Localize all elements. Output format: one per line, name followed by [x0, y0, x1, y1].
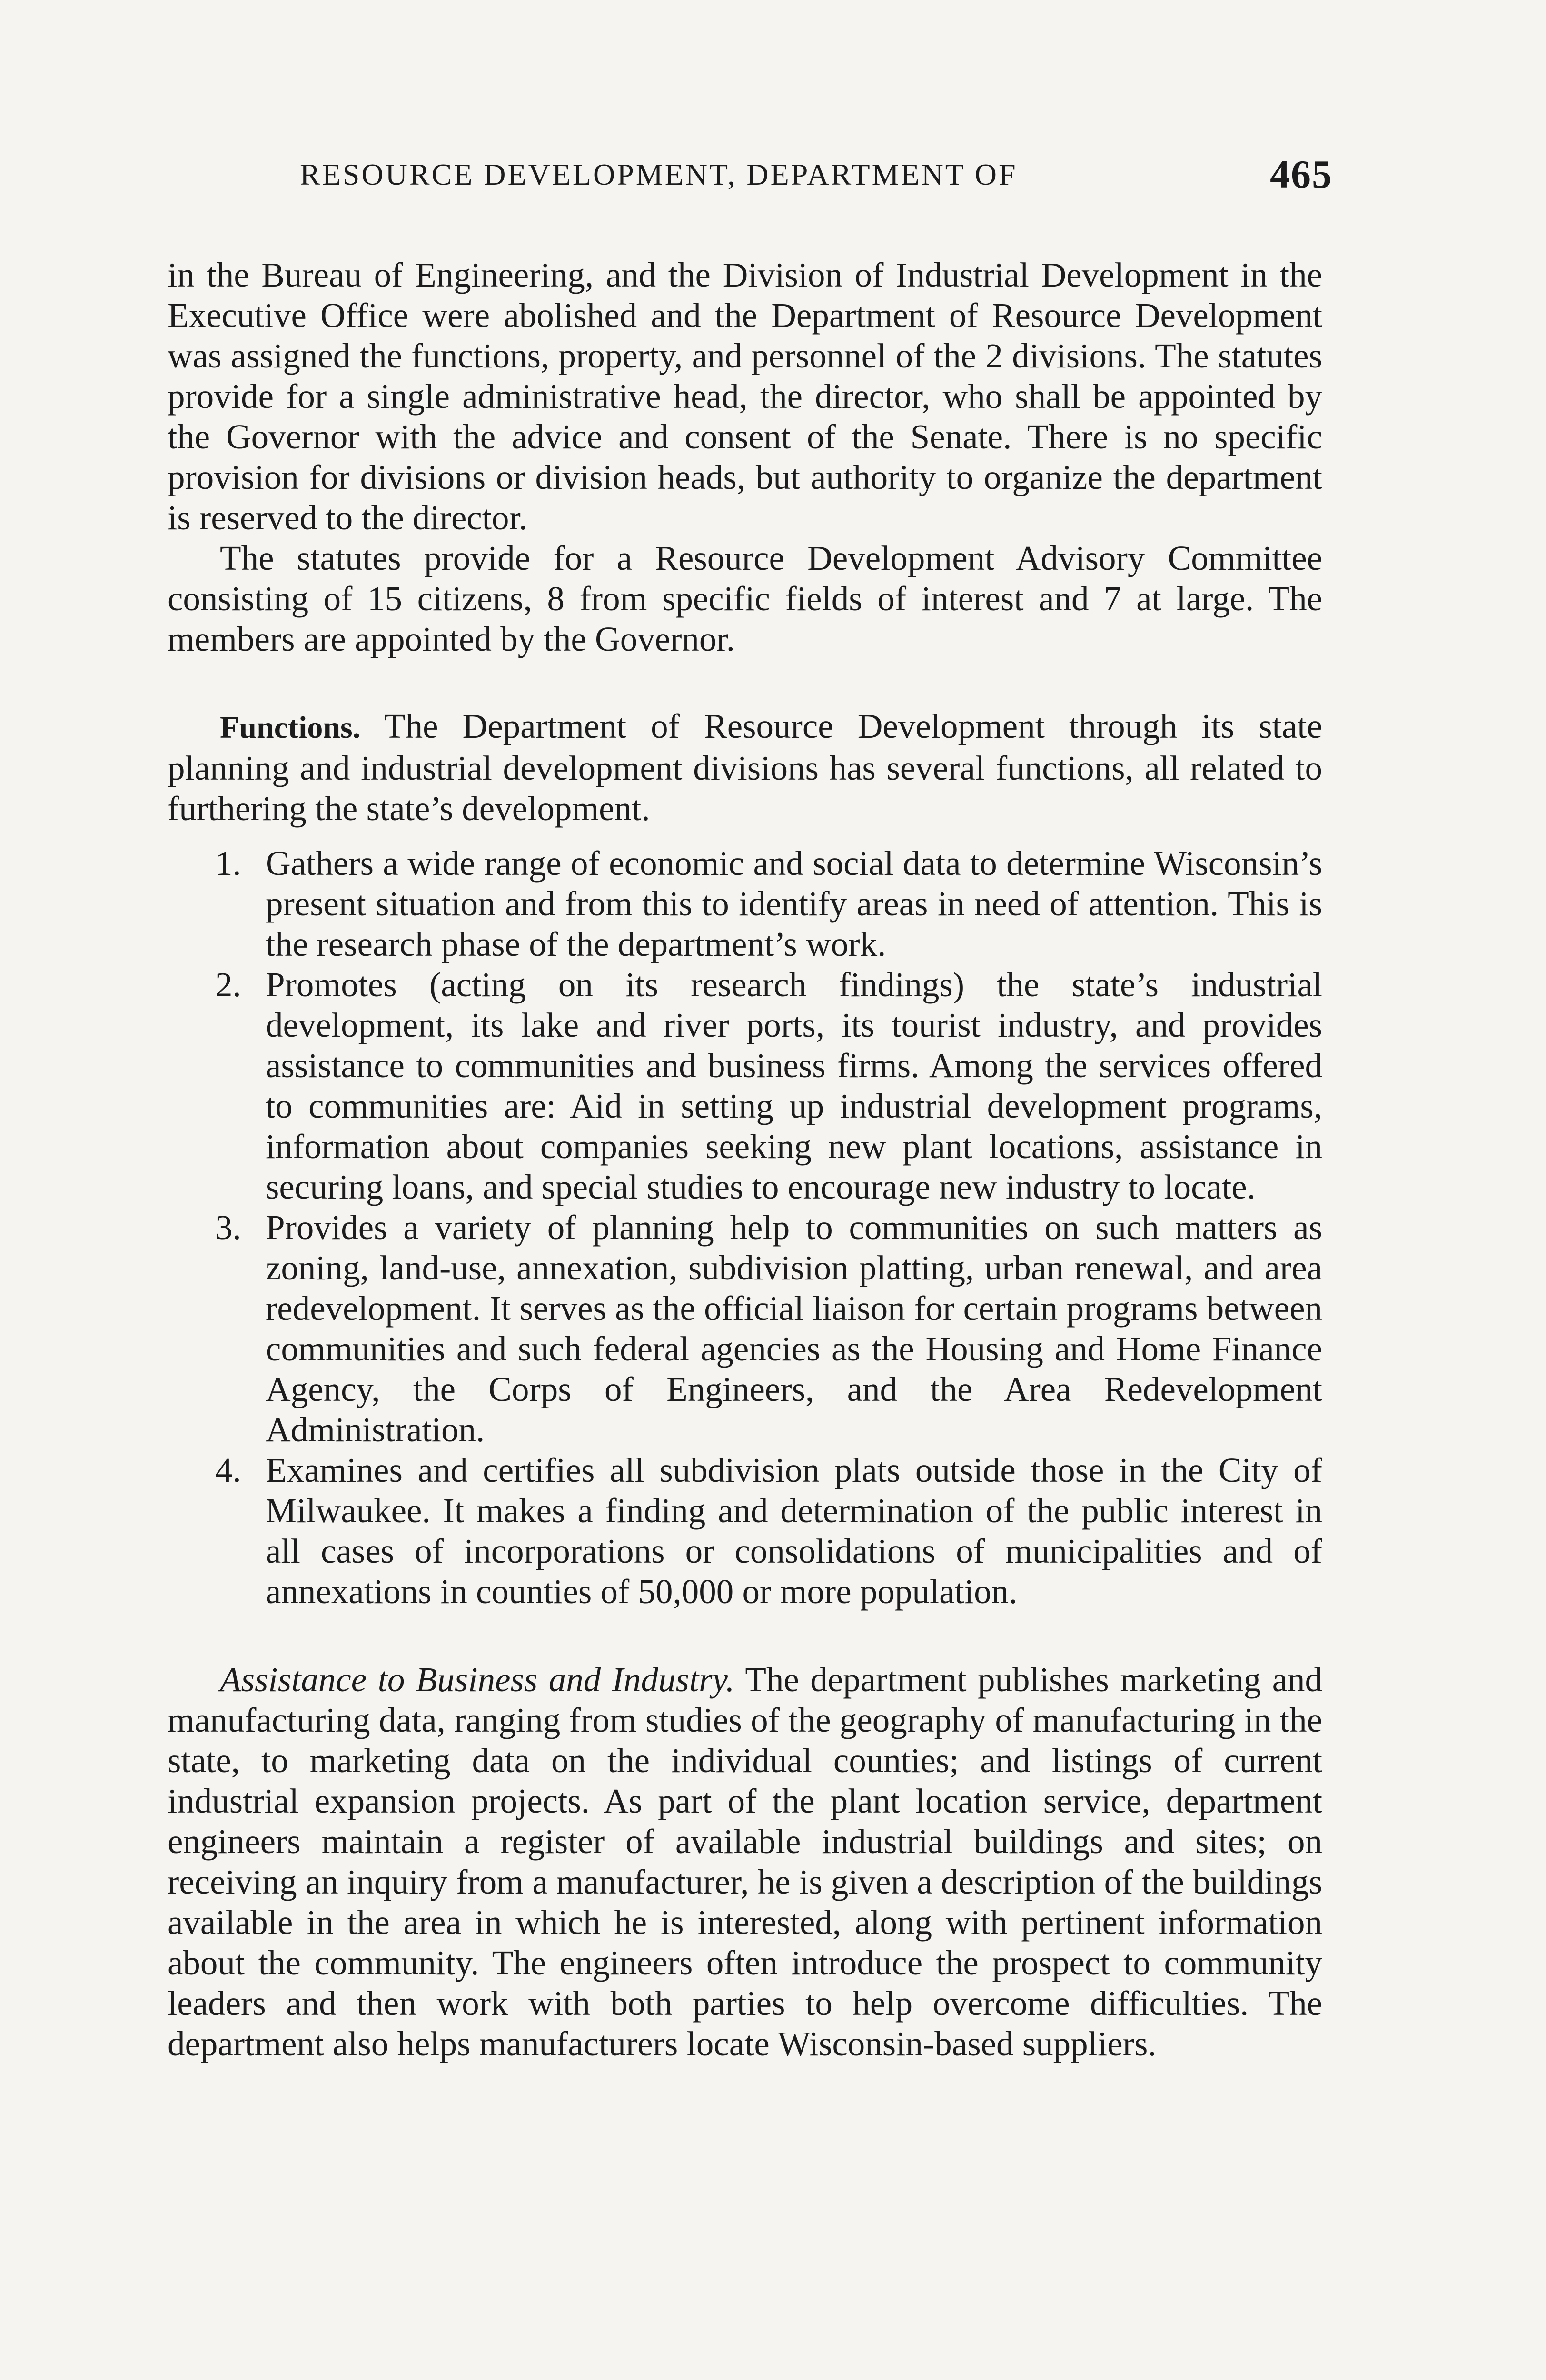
functions-heading: Functions.: [220, 710, 361, 745]
list-item-number: 3.: [215, 1208, 241, 1247]
section-spacer: [168, 659, 1322, 706]
functions-intro-paragraph: [168, 706, 1322, 829]
paragraph-advisory-committee: The statutes provide for a Resource Development Advisory Committee consisting of 15 citizens, 8 from specific fields of interest and 7 at large. The members are appointed by the Governor.: [168, 539, 1322, 658]
list-spacer: [168, 829, 1322, 843]
list-item-number: 2.: [215, 965, 241, 1004]
business-assistance-heading: Assistance to Business and Industry.: [220, 1660, 735, 1699]
list-item: [168, 1207, 1322, 1450]
list-item-number: 4.: [215, 1451, 241, 1489]
business-assistance-text: The department publishes marketing and manufacturing data, ranging from studies of the geography of manufacturing in the state, to marketing data on the individual counties; and listings of current industrial expansion projects. As part of the plant location service, department engineers maintain a register of available industrial buildings and sites; on receiving an inquiry from a manufacturer, he is given a description of the buildings available in the area in which he is interested, along with pertinent information about the community. The engineers often introduce the prospect to community leaders and then work with both parties to help overcome difficulties. The department also helps manufacturers locate Wisconsin-based suppliers.: [168, 1660, 1322, 2063]
functions-intro-text: The Department of Resource Development through its state planning and industrial development divisions has several functions, all related to furthering the state’s development.: [168, 707, 1323, 828]
list-item-text: Examines and certifies all subdivision plats outside those in the City of Milwaukee. It makes a finding and determination of the public interest in all cases of incorporations or consolidations of municipalities and of annexations in counties of 50,000 or more population.: [266, 1451, 1322, 1611]
list-item: [168, 843, 1322, 964]
section-spacer: [168, 1612, 1322, 1659]
list-item-text: Provides a variety of planning help to communities on such matters as zoning, land-use, annexation, subdivision platting, urban renewal, and area redevelopment. It serves as the official liaison for certain programs between communities and such federal agencies as the Housing and Home Finance Agency, the Corps of Engineers, and the Area Redevelopment Administration.: [266, 1208, 1322, 1449]
body-text: [168, 255, 1322, 2064]
paragraph-divisions-abolished: in the Bureau of Engineering, and the Division of Industrial Development in the Executive Office were abolished and the Department of Resource Development was assigned the functions, property, and personnel of the 2 divisions. The statutes provide for a single administrative head, the director, who shall be appointed by the Governor with the advice and consent of the Senate. There is no specific provision for divisions or division heads, but authority to organize the department is reserved to the director.: [168, 256, 1322, 537]
list-item-number: 1.: [215, 844, 241, 883]
page-number: 465: [1270, 152, 1333, 197]
list-item: [168, 964, 1322, 1207]
list-item-text: Promotes (acting on its research findings) the state’s industrial development, its lake and river ports, its tourist industry, and provides assistance to communities and business firms. Among the services offered to communities are: Aid in setting up industrial development programs, information about companies seeking new plant locations, assistance in securing loans, and special studies to encourage new industry to locate.: [266, 965, 1322, 1206]
list-item: [168, 1450, 1322, 1612]
business-assistance-paragraph: [168, 1659, 1322, 2064]
running-title: RESOURCE DEVELOPMENT, DEPARTMENT OF: [300, 158, 1018, 191]
list-item-text: Gathers a wide range of economic and social data to determine Wisconsin’s present situation and from this to identify areas in need of attention. This is the research phase of the department’s work.: [266, 844, 1322, 963]
functions-list: [168, 843, 1322, 1612]
running-header: [300, 151, 1333, 204]
